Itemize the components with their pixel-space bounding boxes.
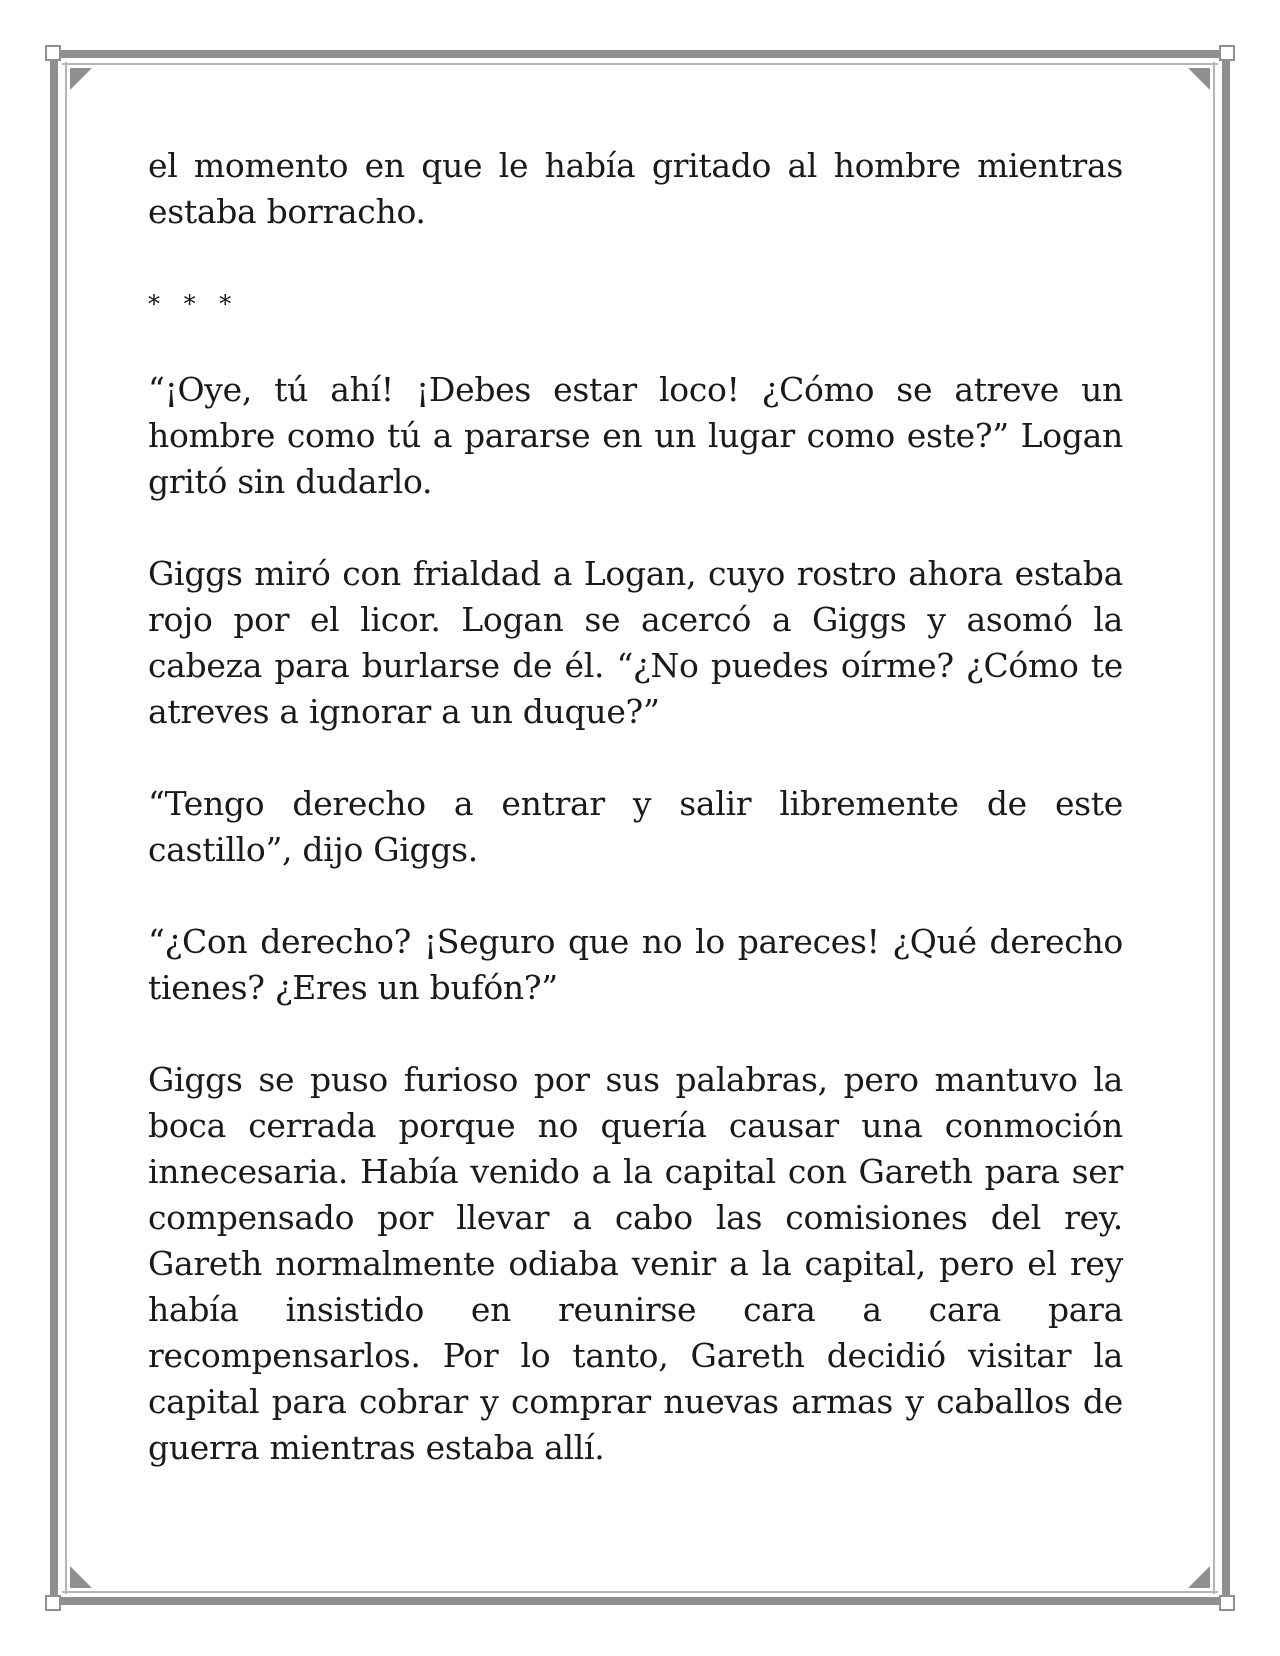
corner-triangle-top-right	[1188, 68, 1210, 90]
paragraph: “¡Oye, tú ahí! ¡Debes estar loco! ¿Cómo se atreve un hombre como tú a pararse en un lugar como este?” Logan gritó sin dudarlo.	[148, 370, 1123, 501]
corner-triangle-top-left	[70, 68, 92, 90]
corner-triangle-bottom-left	[70, 1566, 92, 1588]
paragraph: Giggs se puso furioso por sus palabras, pero mantuvo la boca cerrada porque no quería causar una conmoción innecesaria. Había venido a la capital con Gareth para ser compensado por llevar a cabo las comisiones del rey. Gareth normalmente odiaba venir a la capital, pero el rey había insistido en reunirse cara a cara para recompensarlos. Por lo tanto, Gareth decidió visitar la capital para cobrar y comprar nuevas armas y caballos de guerra mientras estaba allí.	[148, 1060, 1123, 1467]
page-body	[148, 143, 1123, 1517]
paragraph: “Tengo derecho a entrar y salir libremente de este castillo”, dijo Giggs.	[148, 784, 1123, 869]
paragraph: el momento en que le había gritado al hombre mientras estaba borracho.	[148, 146, 1123, 231]
paragraph: “¿Con derecho? ¡Seguro que no lo pareces! ¿Qué derecho tienes? ¿Eres un bufón?”	[148, 922, 1123, 1007]
corner-triangle-bottom-right	[1188, 1566, 1210, 1588]
scene-separator: * * *	[148, 290, 240, 318]
paragraph: Giggs miró con frialdad a Logan, cuyo rostro ahora estaba rojo por el licor. Logan se acercó a Giggs y asomó la cabeza para burlarse de él. “¿No puedes oírme? ¿Cómo te atreves a ignorar a un duque?”	[148, 554, 1123, 731]
